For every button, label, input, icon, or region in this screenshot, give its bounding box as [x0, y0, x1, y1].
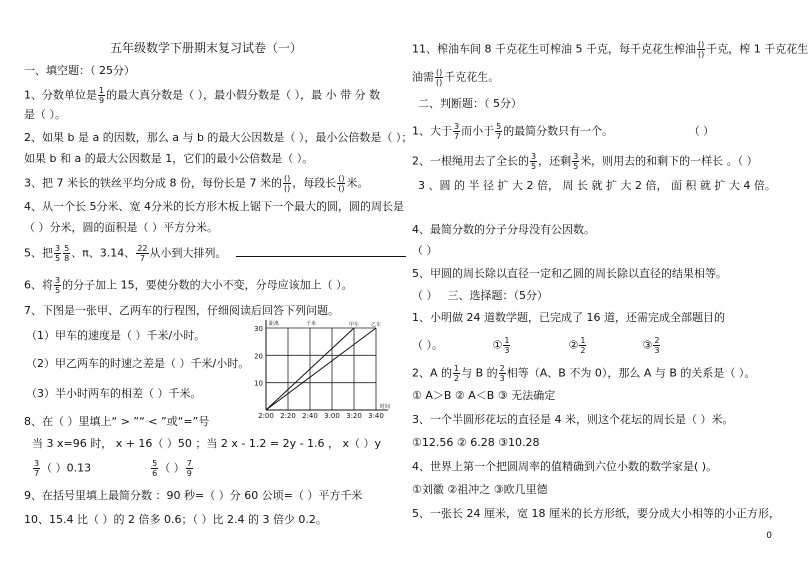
fraction: $\frac{()}{()}$: [338, 174, 345, 193]
question-8-line2: 当 3 x=96 时， x + 16（ ）50 ；当 2 x - 1.2 = 2y - 1.6 ， x（ ）y: [32, 437, 382, 450]
question-7-2: （2）甲乙两车的时速之差是（ ）千米/小时。: [26, 357, 250, 370]
choice-2-options: ① A＞B ② A＜B ③ 无法确定: [412, 389, 556, 402]
x-tick-label: 3:40: [368, 412, 384, 420]
fraction: $\frac{1}{3}$: [504, 336, 510, 355]
judge-3: 3 、圆 的 半 径 扩 大 2 倍， 周 长 就 扩 大 2 倍， 面 积 就 扩 大 4 倍。: [418, 179, 776, 192]
fraction: $\frac{()}{()}$: [697, 40, 705, 59]
judge-5-paren: （ ） 三、选择题：（5分）: [412, 289, 548, 302]
chart-series: [266, 328, 376, 410]
choice-5: 5、一张长 24 厘米，宽 18 厘米的长方形纸，要分成大小相等的小正方形，: [412, 507, 780, 520]
series-label: 甲车: [348, 322, 360, 328]
judge-4: 4、最简分数的分子分母没有公因数。: [412, 223, 595, 236]
section1-header: 一、填空题：（ 25分）: [24, 64, 135, 77]
y-tick-label: 30: [254, 325, 263, 333]
question-7: 7、下图是一张甲、乙两车的行程图，仔细阅读后回答下列问题。: [24, 304, 339, 317]
chart-labels: [254, 320, 390, 420]
y-tick-label: 20: [254, 352, 263, 361]
fraction: $\frac{5}{7}$: [496, 122, 502, 141]
x-tick-label: 2:00: [258, 412, 274, 420]
fraction: $\frac{22}{7}$: [137, 244, 148, 263]
page-title: 五年级数学下册期末复习试卷（一）: [110, 41, 303, 55]
series-line: [266, 328, 376, 410]
page-number: 0: [766, 531, 772, 541]
section3-header: 三、选择题：（5分）: [447, 289, 548, 302]
judge-1: 1、大于 $\frac{3}{7}$ 而小于 $\frac{5}{7}$ 的最简分数只有一个。 （ ）: [412, 122, 715, 141]
fraction: $\frac{3}{7}$: [34, 459, 40, 478]
answer-line: [236, 256, 406, 257]
x-tick-label: 2:40: [302, 412, 318, 420]
fraction: $\frac{()}{()}$: [283, 174, 291, 193]
y-tick-label: 10: [254, 379, 263, 388]
y-axis-label: 距离: [269, 321, 280, 327]
series-label: 乙车: [370, 322, 382, 328]
question-8-line1: 8、在（ ）里填上“ > ”“ < ”或“=”号: [24, 415, 210, 428]
fraction: $\frac{3}{7}$: [454, 122, 460, 141]
question-3: 3、把 7 米长的铁丝平均分成 8 份，每份长是 7 米的 $\frac{()}{()}$ ，每段长 $\frac{()}{()}$ 米。: [24, 174, 369, 193]
question-4-line1: 4、从一个长 5分米、宽 4分米的长方形木板上锯下一个最大的圆，圆的周长是: [24, 200, 404, 213]
question-1-line2: 是（ ）。: [24, 108, 66, 121]
fraction: $\frac{7}{9}$: [186, 459, 192, 478]
choice-4: 4、世界上第一个把圆周率的值精确到六位小数的数学家是( )。: [412, 460, 718, 473]
question-11-line2: 油需 $\frac{()}{()}$ 千克花生。: [412, 68, 500, 87]
fraction: $\frac{5}{6}$: [152, 459, 158, 478]
question-5: 5、把 $\frac{3}{5}$ $\frac{5}{8}$ 、π、3.14、 $\frac{22}{7}$ 从小到大排列。: [24, 244, 406, 263]
fraction: $\frac{2}{3}$: [654, 336, 660, 355]
fraction: $\frac{2}{3}$: [499, 364, 505, 383]
question-1-line1: 1、分数单位是 $\frac{1}{9}$ 的最大真分数是（ ），最小假分数是（ ），最 小 带 分 数: [24, 86, 381, 105]
x-axis-label: 时间: [380, 404, 391, 410]
question-9: 9、在括号里填上最简分数 ：90 秒=（ ）分 60 公顷=（ ）平方千米: [24, 489, 363, 502]
x-tick-label: 3:20: [346, 412, 362, 420]
question-10: 10、15.4 比（ ）的 2 倍多 0.6；（ ）比 2.4 的 3 倍少 0.2。: [24, 513, 327, 526]
choice-2: 2、A 的 $\frac{1}{2}$ 与 B 的 $\frac{2}{3}$ 相等（A、B 不为 0），那么 A 与 B 的关系是（ ）。: [412, 364, 756, 383]
question-8-line3: $\frac{3}{7}$ （ ）0.13 $\frac{5}{6}$ （ ） $\frac{7}{9}$: [34, 459, 192, 478]
judge-2: 2、一根绳用去了全长的 $\frac{3}{5}$ ，还剩 $\frac{3}{5}$ 米，则用去的和剩下的一样长 。（ ）: [412, 152, 758, 171]
choice-4-options: ①刘徽 ②祖冲之 ③欧几里德: [412, 483, 548, 496]
choice-3-options: ①12.56 ② 6.28 ③10.28: [412, 436, 540, 449]
fraction: $\frac{5}{8}$: [64, 244, 70, 263]
fraction: $\frac{3}{5}$: [55, 276, 61, 295]
question-7-1: （1）甲车的速度是（ ）千米/小时。: [26, 329, 206, 342]
question-4-line2: （ ）分米，圆的面积是（ ）平方分米。: [24, 221, 218, 234]
question-6: 6、将 $\frac{3}{5}$ 的分子加上 15，要使分数的大小不变，分母应该加上（ ）。: [24, 276, 353, 295]
fraction: $\frac{1}{2}$: [454, 364, 460, 383]
question-2-line2: 如果 b 和 a 的最大公因数是 1，它们的最小公倍数是（ ）。: [24, 152, 314, 165]
judge-4-paren: （ ）: [412, 244, 438, 257]
choice-3: 3、一个半圆形花坛的直径是 4 米，则这个花坛的周长是（ ）米。: [412, 413, 734, 426]
travel-chart: [252, 316, 392, 420]
judge-5: 5、甲圆的周长除以直径一定和乙圆的周长除以直径的结果相等。: [412, 267, 727, 280]
fraction: $\frac{3}{5}$: [55, 244, 61, 263]
fraction: $\frac{3}{5}$: [573, 152, 579, 171]
choice-1: 1、小明做 24 道数学题，已完成了 16 道，还需完成全部题目的: [412, 311, 725, 324]
unit-label: 千米: [306, 321, 317, 327]
question-2-line1: 2、如果 b 是 a 的因数，那么 a 与 b 的最大公因数是（ ），最小公倍数是（ ）；: [24, 131, 413, 144]
question-7-3: （3）半小时两车的相差（ ）千米。: [26, 387, 202, 400]
fraction: $\frac{()}{()}$: [436, 68, 443, 87]
question-11-line1: 11、榨油车间 8 千克花生可榨油 5 千克，每千克花生榨油 $\frac{()}{()}$ 千克，榨 1 千克花生: [412, 40, 808, 59]
x-tick-label: 2:20: [280, 412, 296, 420]
choice-1-options: （ ）。 ① $\frac{1}{3}$ ② $\frac{1}{2}$ ③ $\frac{2}{3}$: [412, 336, 660, 355]
fraction: $\frac{3}{5}$: [531, 152, 537, 171]
x-tick-label: 3:00: [324, 412, 340, 420]
fraction: $\frac{1}{9}$: [99, 86, 105, 105]
section2-header: 二、判断题：（ 5分）: [418, 97, 522, 110]
fraction: $\frac{1}{2}$: [580, 336, 586, 355]
